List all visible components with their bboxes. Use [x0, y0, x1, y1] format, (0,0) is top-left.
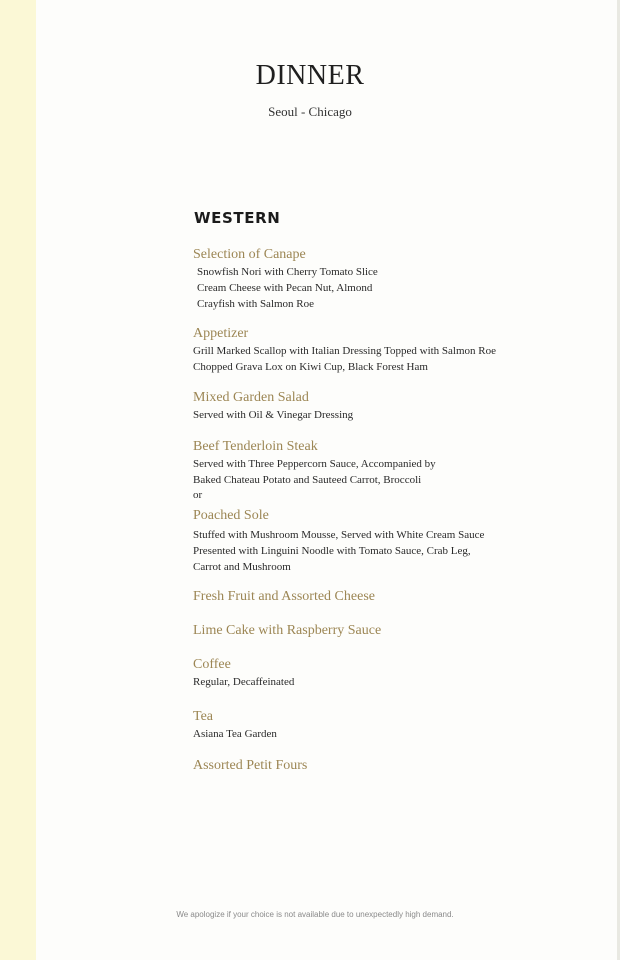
course-title: Poached Sole: [193, 508, 269, 523]
course-description: [193, 343, 496, 375]
course-title: Mixed Garden Salad: [193, 390, 309, 405]
menu-title: DINNER: [255, 60, 365, 91]
course-tea: [193, 708, 277, 742]
course-beef-tenderloin: [193, 438, 436, 488]
course-description: [193, 726, 277, 742]
course-description: [193, 456, 436, 488]
description-line: Asiana Tea Garden: [193, 728, 277, 740]
description-line: Baked Chateau Potato and Sauteed Carrot, Broccoli: [193, 474, 422, 486]
course-description: [193, 674, 294, 690]
course-appetizer: [193, 325, 496, 375]
course-coffee: [193, 656, 294, 690]
description-line: Carrot and Mushroom: [193, 561, 291, 573]
course-description: [193, 527, 484, 575]
course-canape: [193, 246, 378, 312]
course-fruit-cheese: [193, 588, 375, 606]
description-line: Crayfish with Salmon Roe: [197, 298, 315, 310]
course-title: Fresh Fruit and Assorted Cheese: [193, 589, 375, 604]
course-title: Coffee: [193, 657, 231, 672]
or-separator: or: [193, 489, 203, 501]
course-title: Appetizer: [193, 326, 249, 341]
description-line: Cream Cheese with Pecan Nut, Almond: [197, 282, 373, 294]
left-color-strip: [0, 0, 36, 960]
course-lime-cake: [193, 622, 381, 640]
course-petit-fours: [193, 757, 307, 775]
course-title: Selection of Canape: [193, 247, 306, 262]
course-description: [193, 264, 378, 312]
course-title: Assorted Petit Fours: [193, 758, 308, 773]
course-salad: [193, 389, 353, 423]
footer-disclaimer: We apologize if your choice is not available due to unexpectedly high demand.: [176, 910, 454, 919]
course-description: [193, 407, 353, 423]
description-line: Chopped Grava Lox on Kiwi Cup, Black Forest Ham: [193, 361, 428, 373]
description-line: Snowfish Nori with Cherry Tomato Slice: [197, 266, 378, 278]
section-heading-western: WESTERN: [194, 209, 281, 227]
course-title: Lime Cake with Raspberry Sauce: [193, 623, 382, 638]
description-line: Served with Three Peppercorn Sauce, Accompanied by: [193, 458, 436, 470]
description-line: Regular, Decaffeinated: [193, 676, 295, 688]
description-line: Served with Oil & Vinegar Dressing: [193, 409, 354, 421]
course-poached-sole: [193, 507, 484, 575]
description-line: Grill Marked Scallop with Italian Dressing Topped with Salmon Roe: [193, 345, 497, 357]
course-title: Tea: [193, 709, 214, 724]
description-line: Stuffed with Mushroom Mousse, Served with White Cream Sauce: [193, 529, 485, 541]
route-subtitle: Seoul - Chicago: [268, 104, 352, 119]
course-title: Beef Tenderloin Steak: [193, 439, 318, 454]
description-line: Presented with Linguini Noodle with Tomato Sauce, Crab Leg,: [193, 545, 471, 557]
